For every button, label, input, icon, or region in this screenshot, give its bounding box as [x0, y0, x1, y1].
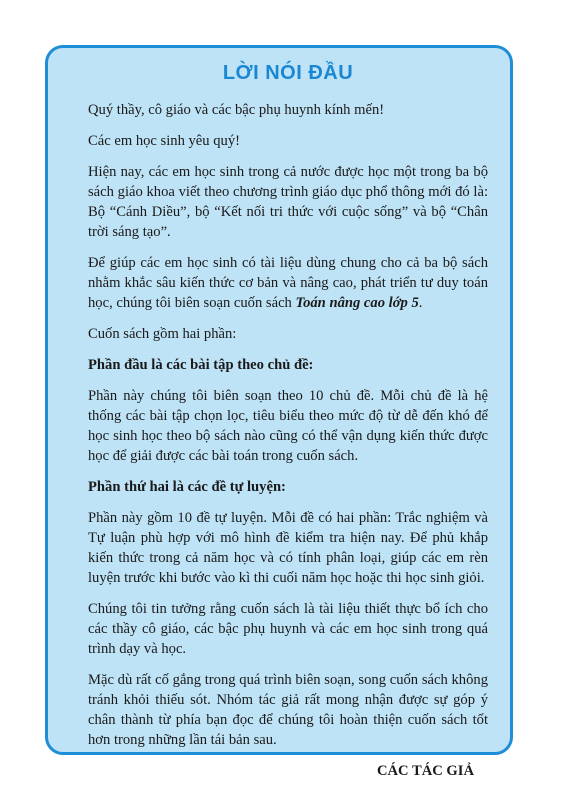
purpose-paragraph	[88, 253, 488, 313]
signature: CÁC TÁC GIẢ	[376, 763, 474, 779]
purpose-text: Để giúp các em học sinh có tài liệu dùng chung cho cả ba bộ sách nhằm khắc sâu kiến thức cơ bản và nâng cao, phát triển tư duy toán học, chúng tôi biên soạn cuốn sách	[88, 255, 488, 311]
part2-heading: Phần thứ hai là các đề tự luyện:	[88, 479, 286, 495]
belief-paragraph: Chúng tôi tin tưởng rằng cuốn sách là tài liệu thiết thực bổ ích cho các thầy cô giáo, các bậc phụ huynh và các em học sinh trong quá trình dạy và học.	[88, 601, 488, 657]
preface-content	[88, 60, 488, 781]
purpose-end: .	[418, 295, 423, 311]
structure-paragraph: Cuốn sách gồm hai phần:	[88, 326, 237, 342]
part1-heading: Phần đầu là các bài tập theo chủ đề:	[88, 357, 314, 373]
intro-paragraph: Hiện nay, các em học sinh trong cả nước được học một trong ba bộ sách giáo khoa viết theo chương trình giáo dục phổ thông mới đó là: Bộ “Cánh Diều”, bộ “Kết nối tri thức với cuộc sống” và bộ “Chân trời sáng tạo”.	[88, 164, 488, 240]
book-title: Toán nâng cao lớp 5	[295, 295, 419, 311]
greeting-students: Các em học sinh yêu quý!	[88, 133, 240, 149]
greeting-parents: Quý thầy, cô giáo và các bậc phụ huynh kính mến!	[88, 102, 385, 118]
closing-paragraph: Mặc dù rất cố gắng trong quá trình biên soạn, song cuốn sách không tránh khỏi thiếu sót. Nhóm tác giả rất mong nhận được sự góp ý chân thành từ phía bạn đọc để chúng tôi hoàn thiện cuốn sách tốt hơn trong những lần tái bản sau.	[88, 672, 488, 748]
part2-paragraph: Phần này gồm 10 đề tự luyện. Mỗi đề có hai phần: Trắc nghiệm và Tự luận phù hợp với mô hình đề kiểm tra hiện nay. Để phủ khắp kiến thức trong cả năm học và có tính phân loại, giúp các em rèn luyện trước khi bước vào kì thi cuối năm học hoặc thi học sinh giỏi.	[88, 510, 488, 586]
part1-paragraph: Phần này chúng tôi biên soạn theo 10 chủ đề. Mỗi chủ đề là hệ thống các bài tập chọn lọc, tiêu biểu theo mức độ từ dễ đến khó để học sinh học theo bộ sách nào cũng có thể vận dụng kiến thức được học để giải được các bài toán trong cuốn sách.	[88, 388, 488, 464]
page-title: LỜI NÓI ĐẦU	[222, 62, 354, 84]
